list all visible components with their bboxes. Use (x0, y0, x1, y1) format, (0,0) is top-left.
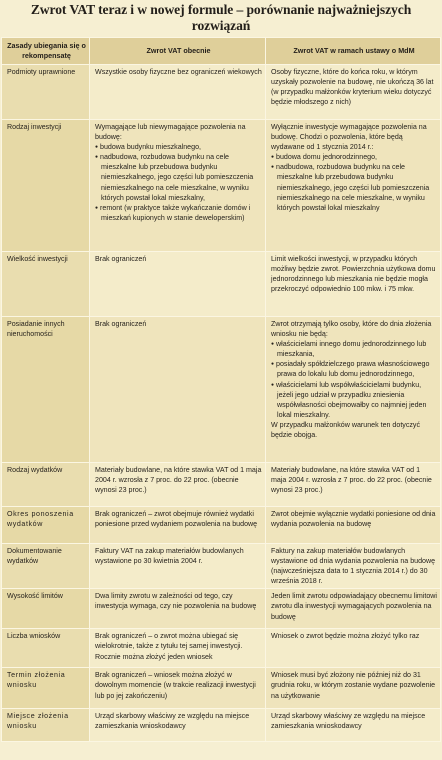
cell-text: Wniosek o zwrot będzie można złożyć tylko raz (271, 632, 420, 641)
cell-text: Wniosek musi być złożony nie później niż do 31 grudnia roku, w którym zostanie wydane pozwolenie na użytkowanie (271, 671, 436, 700)
row-label: Rodzaj inwestycji (2, 120, 90, 252)
cell-text: Brak ograniczeń (95, 255, 147, 263)
cell-text: Jeden limit zwrotu odpowiadający obecnemu limitowi zwrotu dla inwestycji wymagających pozwolenia na budowę (271, 592, 437, 621)
row-label: Posiadanie innych nieruchomości (2, 317, 90, 463)
row-label: Dokumentowanie wydatków (2, 544, 90, 589)
cell-text: Urząd skarbowy właściwy ze względu na miejsce zamieszkania wnioskodawcy (95, 712, 250, 731)
cell-text: Dwa limity zwrotu w zależności od tego, czy inwestycja wymaga, czy nie pozwolenia na budowę (95, 592, 257, 611)
current-cell (90, 589, 266, 629)
bullet-item: ● nadbudowa, rozbudowa budynku na cele mieszkalne lub przebudowa budynku niemieszkalnego, jego części lub pomieszczenia niemieszkalnego na cele mieszkalne, w wyniku których powstał lokal mieszkalny (271, 162, 437, 212)
table-row (2, 544, 441, 589)
header-current-refund: Zwrot VAT obecnie (90, 38, 266, 65)
mdm-cell (266, 668, 441, 709)
current-cell (90, 317, 266, 463)
mdm-cell (266, 317, 441, 463)
current-cell (90, 507, 266, 544)
table-row (2, 317, 441, 463)
bullet-item: ● właścicielami innego domu jednorodzinnego lub mieszkania, (271, 339, 437, 359)
row-label: Termin złożenia wniosku (2, 668, 90, 709)
mdm-cell (266, 544, 441, 589)
cell-text: Faktury na zakup materiałów budowlanych wystawione od dnia wydania pozwolenia na budowę (najwcześniejsza data to 1 stycznia 2014 r.) do 30 września 2018 r. (271, 547, 436, 586)
table-row (2, 507, 441, 544)
table-row (2, 668, 441, 709)
bullet-item: ● remont (w praktyce także wykańczanie domów i mieszkań kupionych w stanie deweloperskim) (95, 203, 262, 223)
current-cell (90, 668, 266, 709)
bullet-item: ● budowa budynku mieszkalnego, (95, 142, 262, 152)
bullet-item: ● nadbudowa, rozbudowa budynku na cele mieszkalne lub przebudowa budynku niemieszkalnego, jego części lub pomieszczenia niemieszkalnego na cele mieszkalne, w wyniku których powstał lokal mieszkalny, (95, 152, 262, 202)
article-title: Zwrot VAT teraz i w nowej formule – porównanie najważniejszych rozwiązań (30, 2, 412, 33)
cell-text: Brak ograniczeń – zwrot obejmuje również wydatki poniesione przed wydaniem pozwolenia na budowę (95, 510, 258, 529)
row-label: Podmioty uprawnione (2, 65, 90, 120)
mdm-cell (266, 589, 441, 629)
mdm-cell (266, 252, 441, 317)
cell-text: Limit wielkości inwestycji, w przypadku których możliwy będzie zwrot. Powierzchnia użytkowa domu jednorodzinnego lub mieszkania nie będzie mogła przekroczyć odpowiednio 100 mkw. i 75 mkw. (271, 255, 436, 294)
mdm-cell (266, 709, 441, 742)
table-header-row (2, 38, 441, 65)
current-cell (90, 544, 266, 589)
current-cell (90, 463, 266, 507)
cell-text: Brak ograniczeń – o zwrot można ubiegać się wielokrotnie, także z tytułu tej samej inwestycji. Rocznie można złożyć jeden wniosek (95, 632, 243, 661)
table-row (2, 709, 441, 742)
mdm-cell (266, 507, 441, 544)
row-label: Liczba wniosków (2, 629, 90, 668)
table-row (2, 65, 441, 120)
cell-text: Urząd skarbowy właściwy ze względu na miejsce zamieszkania wnioskodawcy (271, 712, 426, 731)
cell-text: Brak ograniczeń – wniosek można złożyć w dowolnym momencie (w trakcie realizacji inwestycji lub po jej zakończeniu) (95, 671, 256, 700)
cell-text: Wszystkie osoby fizyczne bez ograniczeń wiekowych (95, 68, 262, 76)
comparison-table (1, 37, 441, 742)
cell-text: Wymagające lub niewymagające pozwolenia na budowę: (95, 123, 246, 142)
mdm-cell (266, 463, 441, 507)
table-row (2, 589, 441, 629)
cell-text: Brak ograniczeń (95, 320, 147, 328)
header-mdm-refund: Zwrot VAT w ramach ustawy o MdM (266, 38, 441, 65)
row-label: Miejsce złożenia wniosku (2, 709, 90, 742)
cell-text: Wyłącznie inwestycje wymagające pozwolenia na budowę. Chodzi o pozwolenia, które będą wydawane od 1 stycznia 2014 r.: (271, 123, 427, 152)
cell-text: Zwrot otrzymają tylko osoby, które do dnia złożenia wniosku nie będą: (271, 320, 432, 339)
current-cell (90, 252, 266, 317)
cell-text: Materiały budowlane, na które stawka VAT od 1 maja 2004 r. wzrosła z 7 proc. do 22 proc. (obecnie wynosi 23 proc.) (95, 466, 262, 495)
cell-text: Osoby fizyczne, które do końca roku, w którym uzyskały pozwolenie na budowę, nie ukończą 36 lat (w przypadku małżonków kryterium wieku dotyczyć będzie młodszego z nich) (271, 68, 434, 107)
table-row (2, 463, 441, 507)
cell-text: Faktury VAT na zakup materiałów budowlanych wystawione po 30 kwietnia 2004 r. (95, 547, 244, 566)
bullet-item: ● posiadały spółdzielczego prawa własnościowego prawa do lokalu lub domu jednorodzinnego, (271, 359, 437, 379)
table-row (2, 252, 441, 317)
mdm-cell (266, 65, 441, 120)
header-principles: Zasady ubiegania się o rekompensatę (2, 38, 90, 65)
cell-note: W przypadku małżonków warunek ten dotyczyć będzie obojga. (271, 420, 421, 440)
row-label: Okres ponoszenia wydatków (2, 507, 90, 544)
row-label: Wielkość inwestycji (2, 252, 90, 317)
current-cell (90, 65, 266, 120)
table-row (2, 120, 441, 252)
table-row (2, 629, 441, 668)
row-label: Wysokość limitów (2, 589, 90, 629)
bullet-item: ● budowa domu jednorodzinnego, (271, 152, 437, 162)
mdm-cell (266, 120, 441, 252)
row-label: Rodzaj wydatków (2, 463, 90, 507)
cell-text: Zwrot obejmie wyłącznie wydatki poniesione od dnia wydania pozwolenia na budowę (271, 510, 436, 529)
mdm-cell (266, 629, 441, 668)
current-cell (90, 120, 266, 252)
cell-text: Materiały budowlane, na które stawka VAT od 1 maja 2004 r. wzrosła z 7 proc. do 22 proc. (obecnie wynosi 23 proc.) (271, 466, 432, 495)
bullet-item: ● właścicielami lub współwłaścicielami budynku, jeżeli jego udział w przypadku zniesienia współwłasności obejmowałby co najmniej jeden lokal mieszkalny. (271, 380, 437, 420)
current-cell (90, 629, 266, 668)
current-cell (90, 709, 266, 742)
